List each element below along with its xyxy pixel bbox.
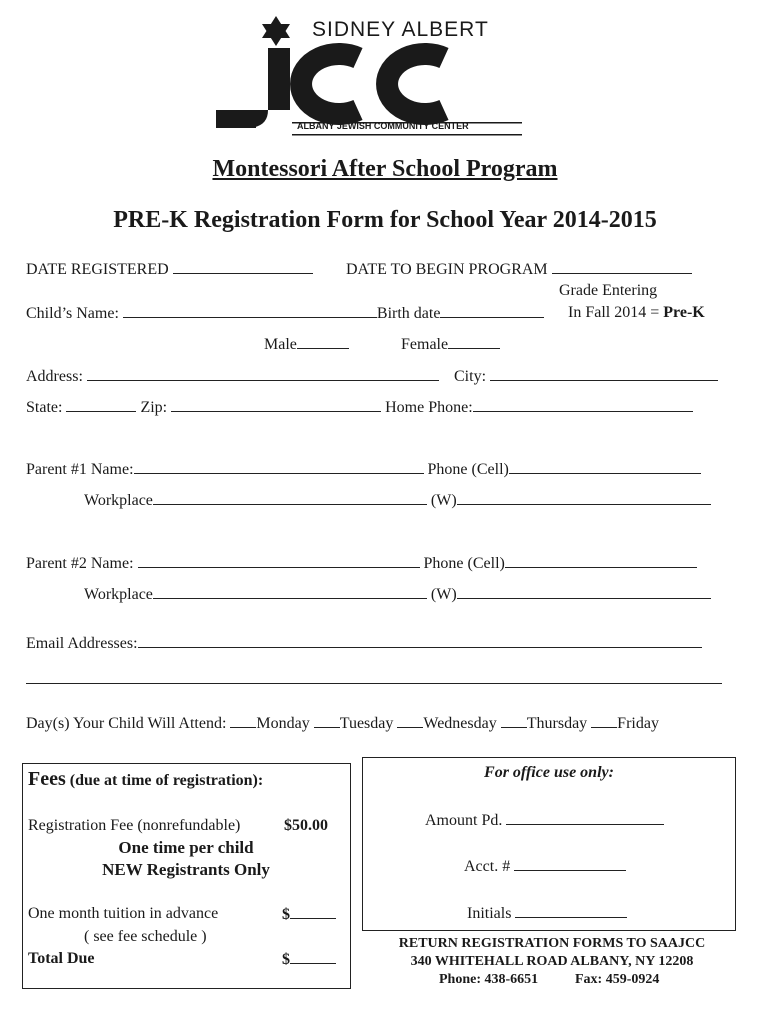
- parent2-workplace-field[interactable]: [153, 585, 427, 599]
- parent2-workplace-label: Workplace: [84, 586, 153, 603]
- child-name-field[interactable]: [123, 304, 377, 318]
- female-field[interactable]: [448, 335, 500, 349]
- zip-label: Zip:: [140, 399, 168, 416]
- day-friday-label: Friday: [617, 715, 659, 732]
- fees-heading: Fees: [28, 768, 66, 790]
- address-field[interactable]: [87, 367, 439, 381]
- date-begin-label: DATE TO BEGIN PROGRAM: [346, 261, 548, 278]
- state-label: State:: [26, 399, 63, 416]
- email-field-line2[interactable]: [26, 683, 722, 684]
- new-registrants-text: NEW Registrants Only: [102, 860, 270, 879]
- parent2-name-row: [26, 554, 697, 573]
- date-begin-row: [346, 260, 692, 279]
- total-dollar: $: [282, 951, 290, 968]
- tuesday-checkbox[interactable]: [314, 714, 340, 728]
- parent2-work-phone-label: (W): [430, 586, 457, 603]
- acct-row: [464, 857, 626, 876]
- office-heading: For office use only:: [484, 764, 614, 781]
- city-label: City:: [454, 368, 487, 385]
- initials-row: [467, 904, 627, 923]
- total-due-field[interactable]: [290, 950, 336, 964]
- initials-field[interactable]: [515, 904, 627, 918]
- email-row: [26, 634, 702, 653]
- state-field[interactable]: [66, 398, 136, 412]
- fees-heading-note: (due at time of registration):: [69, 772, 264, 789]
- logo-top-text: SIDNEY ALBERT: [312, 18, 489, 41]
- male-label: Male: [264, 336, 297, 353]
- parent2-work-phone-field[interactable]: [457, 585, 711, 599]
- one-time-text: One time per child: [118, 838, 254, 857]
- fee-schedule-text: ( see fee schedule ): [84, 928, 207, 945]
- reg-fee-amount: $50.00: [284, 817, 328, 834]
- return-line1: RETURN REGISTRATION FORMS TO SAAJCC: [398, 936, 706, 951]
- grade-fall-label: In Fall 2014 =: [568, 304, 660, 321]
- grade-level: Pre-K: [663, 304, 705, 321]
- parent1-work-phone-field[interactable]: [457, 491, 711, 505]
- date-registered-field[interactable]: [173, 260, 313, 274]
- form-subtitle: PRE-K Registration Form for School Year 2014-2015: [113, 207, 657, 233]
- tuition-field[interactable]: [290, 905, 336, 919]
- female-label: Female: [401, 336, 449, 353]
- address-row: [26, 367, 439, 386]
- email-label: Email Addresses:: [26, 635, 138, 652]
- amount-paid-row: [425, 811, 664, 830]
- female-row: [401, 335, 500, 354]
- parent1-work-phone-label: (W): [430, 492, 457, 509]
- reg-fee-label: Registration Fee (nonrefundable): [28, 817, 241, 834]
- logo-sub-text: ALBANY JEWISH COMMUNITY CENTER: [297, 121, 469, 131]
- parent1-cell-label: Phone (Cell): [427, 461, 509, 478]
- thursday-checkbox[interactable]: [501, 714, 527, 728]
- parent1-name-row: [26, 460, 701, 479]
- day-wednesday-label: Wednesday: [423, 715, 497, 732]
- parent2-work-row: [84, 585, 711, 604]
- parent1-workplace-field[interactable]: [153, 491, 427, 505]
- day-monday-label: Monday: [256, 715, 310, 732]
- parent1-workplace-label: Workplace: [84, 492, 153, 509]
- return-fax: Fax: 459-0924: [575, 972, 660, 987]
- parent2-name-label: Parent #2 Name:: [26, 555, 134, 572]
- day-thursday-label: Thursday: [526, 715, 588, 732]
- parent2-cell-label: Phone (Cell): [423, 555, 505, 572]
- child-name-row: [26, 304, 544, 323]
- wednesday-checkbox[interactable]: [397, 714, 423, 728]
- birth-date-label: Birth date: [376, 305, 441, 322]
- grade-fall-row: [568, 304, 705, 322]
- date-begin-field[interactable]: [552, 260, 692, 274]
- date-registered-label: DATE REGISTERED: [26, 261, 169, 278]
- return-phone: Phone: 438-6651: [439, 972, 539, 987]
- day-tuesday-label: Tuesday: [339, 715, 394, 732]
- amount-paid-label: Amount Pd.: [425, 812, 503, 829]
- fees-heading-row: [28, 768, 263, 791]
- male-field[interactable]: [297, 335, 349, 349]
- return-line2: 340 WHITEHALL ROAD ALBANY, NY 12208: [410, 954, 694, 969]
- parent2-cell-field[interactable]: [505, 554, 697, 568]
- city-field[interactable]: [490, 367, 718, 381]
- zip-field[interactable]: [171, 398, 381, 412]
- days-row: [26, 714, 659, 733]
- friday-checkbox[interactable]: [591, 714, 617, 728]
- total-due-amount-row: [282, 950, 336, 969]
- home-phone-label: Home Phone:: [385, 399, 473, 416]
- initials-label: Initials: [467, 905, 512, 922]
- tuition-label: One month tuition in advance: [28, 905, 219, 922]
- amount-paid-field[interactable]: [506, 811, 664, 825]
- page-title: Montessori After School Program: [212, 156, 558, 182]
- days-label: Day(s) Your Child Will Attend:: [26, 715, 227, 732]
- parent2-name-field[interactable]: [138, 554, 420, 568]
- male-row: [264, 335, 349, 354]
- grade-entering-label: Grade Entering: [559, 282, 658, 299]
- parent1-cell-field[interactable]: [509, 460, 701, 474]
- date-registered-row: [26, 260, 313, 279]
- state-row: [26, 398, 693, 417]
- acct-label: Acct. #: [464, 858, 511, 875]
- city-row: [454, 367, 718, 386]
- birth-date-field[interactable]: [440, 304, 544, 318]
- monday-checkbox[interactable]: [230, 714, 256, 728]
- parent1-work-row: [84, 491, 711, 510]
- parent1-name-label: Parent #1 Name:: [26, 461, 134, 478]
- address-label: Address:: [26, 368, 83, 385]
- tuition-amount-row: [282, 905, 336, 924]
- email-field[interactable]: [138, 634, 702, 648]
- total-due-label: Total Due: [28, 950, 95, 967]
- tuition-dollar: $: [282, 906, 290, 923]
- acct-field[interactable]: [514, 857, 626, 871]
- parent1-name-field[interactable]: [134, 460, 424, 474]
- home-phone-field[interactable]: [473, 398, 693, 412]
- child-name-label: Child’s Name:: [26, 305, 119, 322]
